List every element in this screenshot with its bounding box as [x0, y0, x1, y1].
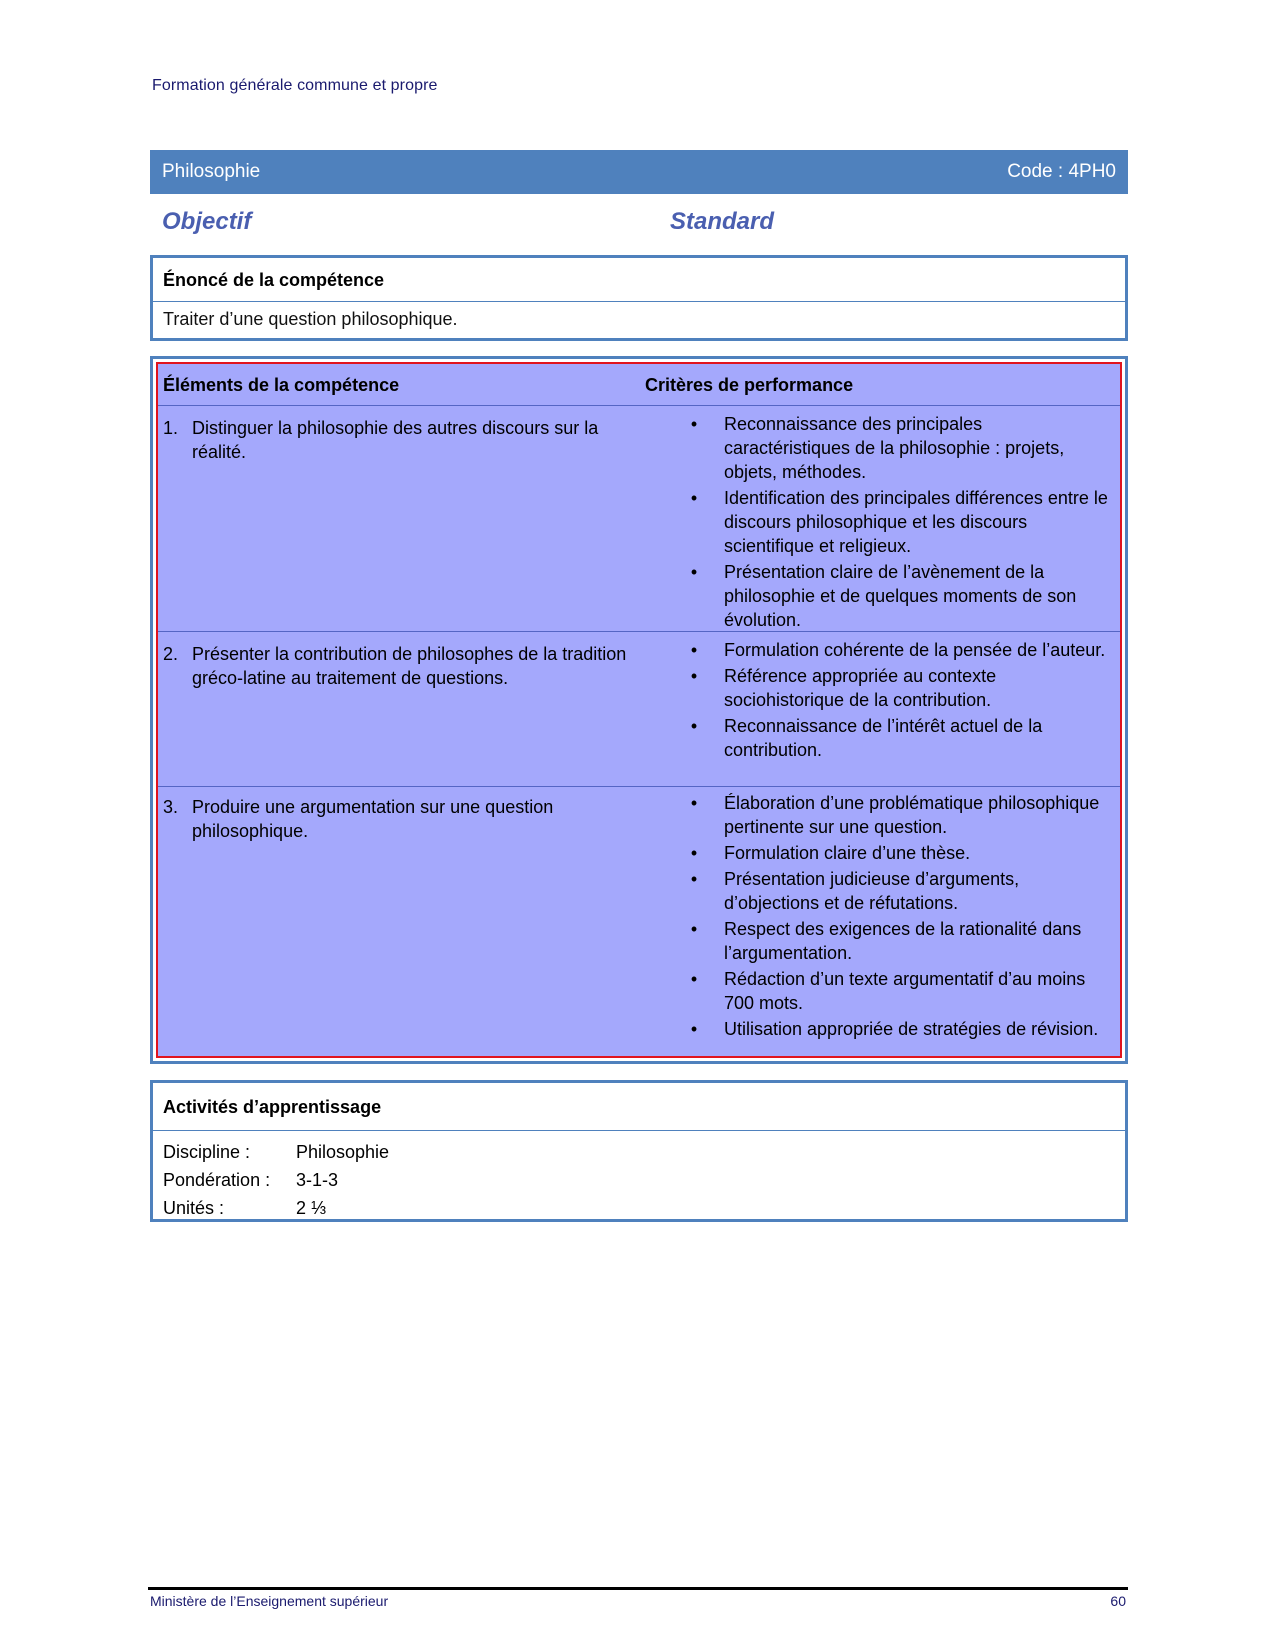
ponderation-row — [163, 1166, 1125, 1194]
footer-divider — [148, 1587, 1128, 1590]
criteria-list — [688, 638, 1113, 764]
bullet-icon: • — [690, 969, 698, 989]
criteria-item — [688, 841, 1113, 865]
bullet-icon: • — [690, 716, 698, 736]
table-row — [158, 632, 1120, 787]
learning-activities-details — [153, 1131, 1125, 1222]
criteria-item — [688, 917, 1113, 965]
bullet-icon: • — [690, 919, 698, 939]
standard-label: Standard — [670, 208, 775, 235]
element-number: 3. — [163, 797, 179, 817]
bullet-icon: • — [690, 843, 698, 863]
bullet-icon: • — [690, 488, 698, 508]
competence-elements-table — [150, 356, 1128, 1064]
element-text: Distinguer la philosophie des autres discours sur la réalité. — [192, 418, 599, 462]
discipline-label: Discipline : — [163, 1142, 251, 1162]
bullet-icon: • — [690, 666, 698, 686]
element-text: Présenter la contribution de philosophes de la tradition gréco-latine au traitement de questions. — [192, 644, 627, 688]
criteria-item — [688, 1017, 1113, 1041]
element-number: 2. — [163, 644, 179, 664]
objective-standard-row — [162, 208, 782, 236]
criteria-text: Référence appropriée au contexte sociohistorique de la contribution. — [724, 666, 997, 710]
bullet-icon: • — [690, 640, 698, 660]
criteria-text: Élaboration d’une problématique philosophique pertinente sur une question. — [724, 793, 1100, 837]
criteria-text: Identification des principales différences entre le discours philosophique et les discours scientifique et religieux. — [724, 488, 1108, 556]
criteria-item — [688, 412, 1113, 484]
footer-ministry: Ministère de l’Enseignement supérieur — [150, 1593, 389, 1609]
competence-statement-heading: Énoncé de la compétence — [153, 258, 1125, 302]
competence-elements-inner — [156, 362, 1122, 1058]
criteria-item — [688, 714, 1113, 762]
discipline-row — [163, 1138, 1125, 1166]
criteria-item — [688, 791, 1113, 839]
competence-statement-text: Traiter d’une question philosophique. — [163, 309, 458, 329]
criteria-item — [688, 867, 1113, 915]
criteria-heading: Critères de performance — [645, 375, 854, 395]
unites-label: Unités : — [163, 1198, 225, 1218]
competence-element — [163, 642, 633, 690]
element-text: Produire une argumentation sur une question philosophique. — [192, 797, 554, 841]
criteria-text: Respect des exigences de la rationalité dans l’argumentation. — [724, 919, 1082, 963]
element-number: 1. — [163, 418, 179, 438]
criteria-item — [688, 664, 1113, 712]
competence-element — [163, 795, 633, 843]
bullet-icon: • — [690, 562, 698, 582]
criteria-text: Formulation claire d’une thèse. — [724, 843, 971, 863]
bullet-icon: • — [690, 869, 698, 889]
criteria-item — [688, 560, 1113, 632]
elements-heading: Éléments de la compétence — [163, 375, 400, 395]
course-title-bar — [150, 150, 1128, 194]
criteria-item — [688, 638, 1113, 662]
course-code: Code : 4PH0 — [1007, 161, 1116, 182]
competence-element — [163, 416, 633, 464]
criteria-text: Utilisation appropriée de stratégies de révision. — [724, 1019, 1099, 1039]
unites-value: 2 ⅓ — [296, 1198, 327, 1218]
discipline-value: Philosophie — [296, 1142, 390, 1162]
bullet-icon: • — [690, 793, 698, 813]
criteria-text: Présentation judicieuse d’arguments, d’objections et de réfutations. — [724, 869, 1020, 913]
bullet-icon: • — [690, 1019, 698, 1039]
objectif-label: Objectif — [162, 208, 252, 235]
page-footer — [150, 1593, 1126, 1609]
course-subject: Philosophie — [162, 161, 261, 182]
header-note: Formation générale commune et propre — [152, 77, 438, 94]
unites-row — [163, 1194, 1125, 1222]
criteria-text: Reconnaissance de l’intérêt actuel de la contribution. — [724, 716, 1043, 760]
criteria-text: Rédaction d’un texte argumentatif d’au moins 700 mots. — [724, 969, 1086, 1013]
page-number: 60 — [1110, 1593, 1126, 1609]
table-row — [158, 406, 1120, 632]
criteria-text: Présentation claire de l’avènement de la philosophie et de quelques moments de son évolution. — [724, 562, 1077, 630]
criteria-list — [688, 791, 1113, 1043]
competence-statement-box — [150, 255, 1128, 341]
bullet-icon: • — [690, 414, 698, 434]
learning-activities-heading: Activités d’apprentissage — [153, 1083, 1125, 1131]
ponderation-label: Pondération : — [163, 1170, 271, 1190]
criteria-list — [688, 412, 1113, 634]
criteria-item — [688, 967, 1113, 1015]
criteria-text: Formulation cohérente de la pensée de l’auteur. — [724, 640, 1106, 660]
table-row — [158, 787, 1120, 1060]
elements-table-header — [158, 364, 1120, 406]
ponderation-value: 3-1-3 — [296, 1170, 339, 1190]
learning-activities-box — [150, 1080, 1128, 1222]
criteria-text: Reconnaissance des principales caractéristiques de la philosophie : projets, objets, méthodes. — [724, 414, 1065, 482]
criteria-item — [688, 486, 1113, 558]
